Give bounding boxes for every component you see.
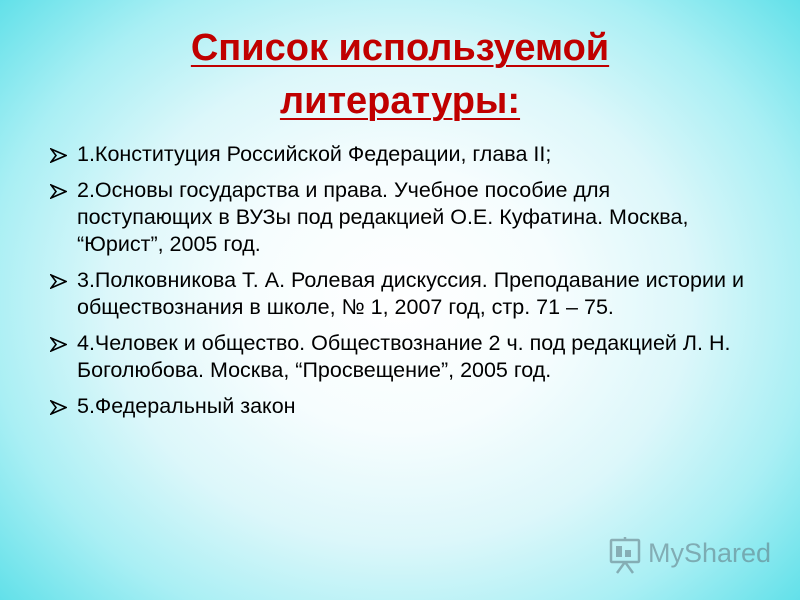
myshared-watermark: [606, 534, 772, 576]
arrowhead-bullet-icon: [50, 337, 67, 352]
bibliography-item-text: 3.Полковникова Т. А. Ролевая дискуссия. Преподавание истории и обществознания в школе, № 1, 2007 год, стр. 71 – 75.: [77, 268, 744, 319]
bibliography-item-text: 4.Человек и общество. Обществознание 2 ч. под редакцией Л. Н. Боголюбова. Москва, “Просвещение”, 2005 год.: [77, 331, 731, 382]
slide-title: [100, 22, 700, 128]
arrowhead-bullet-icon: [50, 184, 67, 199]
bibliography-item-text: 5.Федеральный закон: [77, 394, 296, 418]
bibliography-item: [48, 267, 748, 321]
bibliography-item: [48, 177, 748, 258]
bibliography-item-text: 2.Основы государства и права. Учебное пособие для поступающих в ВУЗы под редакцией О.Е. Куфатина. Москва, “Юрист”, 2005 год.: [77, 178, 689, 256]
bibliography-item-text: 1.Конституция Российской Федерации, глава II;: [77, 142, 552, 166]
bibliography-item: [48, 141, 748, 168]
arrowhead-bullet-icon: [50, 400, 67, 415]
slide-title-line-2: литературы:: [279, 80, 521, 122]
arrowhead-bullet-icon: [50, 274, 67, 289]
bibliography-list: [48, 141, 748, 429]
slide-title-line-1: Список используемой: [190, 27, 610, 69]
arrowhead-bullet-icon: [50, 148, 67, 163]
bibliography-item: [48, 393, 748, 420]
presentation-board-icon: [608, 536, 642, 574]
watermark-text: MyShared: [648, 538, 772, 568]
bibliography-item: [48, 330, 748, 384]
